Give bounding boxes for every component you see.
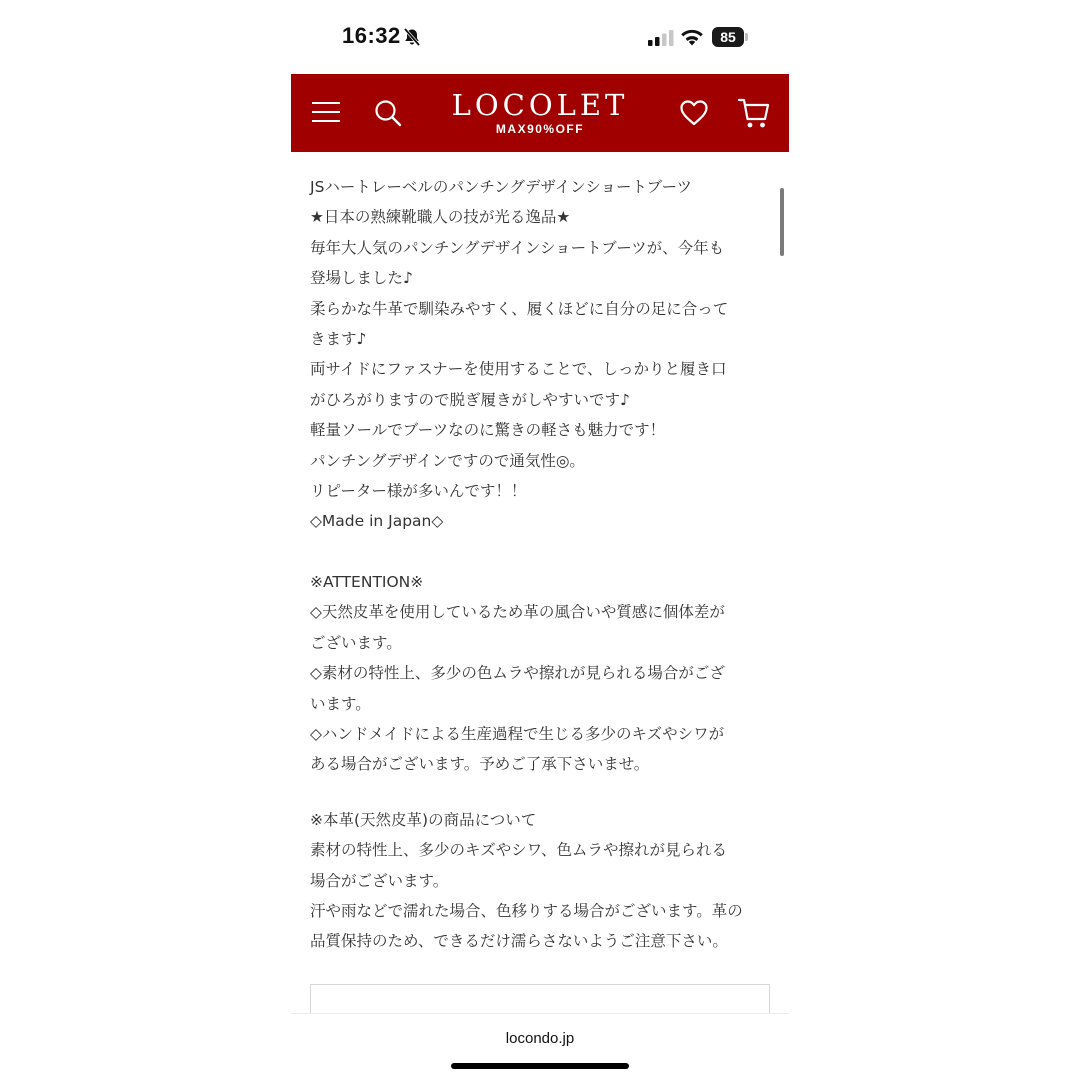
text-line: 柔らかな牛革で馴染みやすく、履くほどに自分の足に合って (310, 299, 729, 318)
battery-tip (745, 33, 748, 41)
brand-name: LOCOLET (451, 88, 629, 122)
text-line: います。 (310, 694, 371, 713)
scrollbar-thumb[interactable] (780, 188, 784, 256)
cellular-signal-icon (648, 30, 674, 46)
browser-address-bar[interactable] (291, 1013, 789, 1080)
text-line: 登場しました♪ (310, 269, 413, 288)
bell-muted-icon (402, 27, 422, 47)
heart-icon[interactable] (679, 98, 709, 128)
wifi-icon (680, 27, 704, 47)
cart-icon[interactable] (737, 96, 771, 130)
text-line: 場合がございます。 (310, 871, 449, 890)
menu-icon[interactable] (312, 100, 340, 124)
product-description (310, 172, 772, 957)
text-line: きます♪ (310, 329, 367, 348)
text-line: ◇素材の特性上、多少の色ムラや擦れが見られる場合がござ (310, 664, 725, 683)
battery-icon (712, 27, 748, 47)
attention-block (310, 567, 772, 780)
url-text[interactable]: locondo.jp (505, 1030, 575, 1047)
text-line: リピーター様が多いんです！！ (310, 481, 527, 500)
description-block (310, 172, 772, 537)
text-line: パンチングデザインですので通気性◎。 (310, 451, 585, 470)
text-line: 汗や雨などで濡れた場合、色移りする場合がございます。革の (310, 901, 743, 920)
search-icon[interactable] (373, 98, 403, 128)
text-line: ◇ハンドメイドによる生産過程で生じる多少のキズやシワが (310, 725, 725, 744)
status-time: 16:32 (342, 23, 401, 48)
brand-tagline: MAX90%OFF (495, 122, 585, 136)
text-line: 素材の特性上、多少のキズやシワ、色ムラや擦れが見られる (310, 841, 727, 860)
leather-note-block (310, 805, 772, 957)
home-indicator[interactable] (451, 1063, 629, 1069)
brand-logo[interactable] (431, 88, 649, 136)
text-line: ある場合がございます。予めご了承下さいませ。 (310, 755, 650, 774)
battery-level: 85 (712, 27, 744, 47)
text-line: ございます。 (310, 633, 402, 652)
text-line: 毎年大人気のパンチングデザインショートブーツが、今年も (310, 238, 725, 257)
text-line: がひろがりますので脱ぎ履きがしやすいです♪ (310, 390, 630, 409)
text-line: 軽量ソールでブーツなのに驚きの軽さも魅力です！ (310, 421, 666, 440)
text-line: ★日本の熟練靴職人の技が光る逸品★ (310, 208, 571, 227)
text-line: ◇天然皮革を使用しているため革の風合いや質感に個体差が (310, 603, 725, 622)
attention-heading: ※ATTENTION※ (310, 573, 424, 592)
text-line: 両サイドにファスナーを使用することで、しっかりと履き口 (310, 360, 727, 379)
leather-note-heading: ※本革(天然皮革)の商品について (310, 810, 537, 829)
status-bar (291, 0, 789, 74)
text-line: 品質保持のため、できるだけ濡らさないようご注意下さい。 (310, 932, 728, 951)
text-line: ◇Made in Japan◇ (310, 512, 444, 531)
text-line: JSハートレーベルのパンチングデザインショートブーツ (310, 178, 692, 196)
site-header (291, 74, 789, 152)
phone-viewport (291, 0, 789, 1080)
